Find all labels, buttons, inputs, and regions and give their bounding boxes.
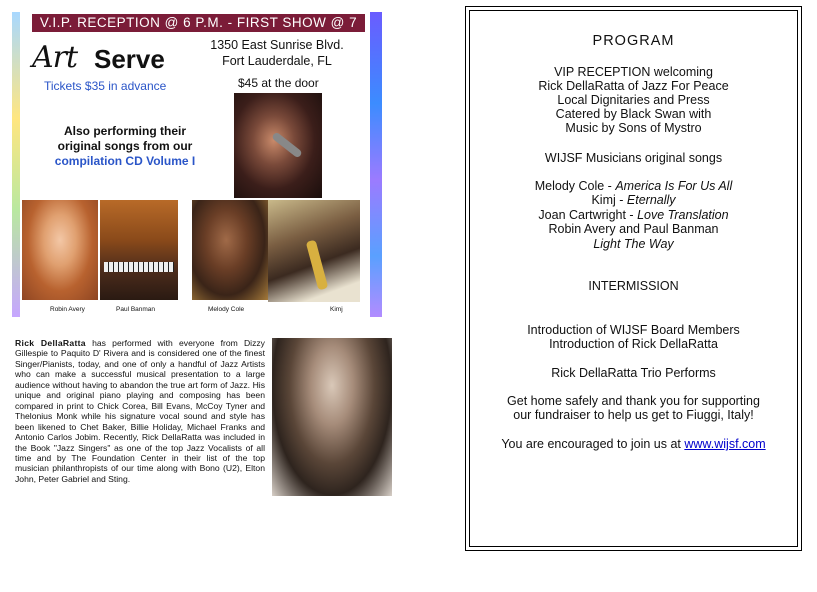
ticket-price-door: $45 at the door: [238, 76, 319, 90]
flyer-right-color-bar: [370, 12, 382, 317]
bio-text: has performed with everyone from Dizzy Gillespie to Paquito D' Rivera and is considered one of the finest Singer/Pianists, today, and one of only a handful of Jazz Artists who can make a successful musical presentation to a large audience without having to abandon the true art form of Jazz. His unique and original piano playing and composing has been compared in print to Chick Corea, Bill Evans, McCoy Tyner and Thelonius Monk while his signature vocal sound and style has been likened to Chet Baker, Billie Holiday, Michael Franks and Antonio Carlos Jobim. Recently, Rick DellaRatta was included in the Book "Jazz Singers" as one of the top Jazz Vocalists of all time and by The Foundation Center in their list of the top musician philanthropists of our time along with Bono (U2), Elton John, Peter Gabriel and Sting.: [15, 338, 265, 484]
robin-avery-photo: [22, 200, 98, 300]
song-line-2: [466, 193, 801, 207]
vip-line-5: Music by Sons of Mystro: [565, 121, 702, 135]
melody-cole-photo: [192, 200, 268, 300]
light-the-way-line: [466, 237, 801, 251]
kimj-photo: [268, 200, 360, 302]
caption-melody-cole: Melody Cole: [208, 306, 245, 313]
song-artist: Kimj -: [591, 193, 627, 207]
wijsf-songs-heading: WIJSF Musicians original songs: [544, 151, 723, 165]
song-artist: Melody Cole -: [534, 179, 616, 193]
intro-rick-line: Introduction of Rick DellaRatta: [549, 337, 718, 351]
website-link[interactable]: www.wijsf.com: [684, 437, 766, 451]
song-line-3: [466, 208, 801, 222]
artserve-logo: [32, 40, 192, 80]
song-title: Eternally: [626, 193, 676, 207]
join-line: [466, 437, 801, 451]
bio-artist-name: Rick DellaRatta: [15, 338, 86, 348]
caption-paul-banman: Paul Banman: [116, 306, 156, 313]
robin-paul-line: Robin Avery and Paul Banman: [548, 222, 719, 236]
song-line-1: [466, 179, 801, 193]
compilation-cd-line: compilation CD Volume I: [54, 154, 196, 168]
logo-art: Art: [32, 40, 78, 75]
song-title: Light The Way: [593, 237, 674, 251]
vip-line-1: VIP RECEPTION welcoming: [554, 65, 713, 79]
vip-line-3: Local Dignitaries and Press: [557, 93, 710, 107]
rick-dellaratta-photo: [272, 338, 392, 496]
vip-line-4: Catered by Black Swan with: [555, 107, 712, 121]
logo-serve: Serve: [94, 44, 165, 74]
song-artist: Joan Cartwright -: [538, 208, 638, 222]
thanks-line-2: our fundraiser to help us get to Fiuggi, Italy!: [513, 408, 754, 422]
also-performing-line2: original songs from our: [57, 139, 193, 153]
intro-board-line: Introduction of WIJSF Board Members: [527, 323, 740, 337]
program-title: PROGRAM: [592, 33, 675, 49]
singer-photo: [234, 93, 322, 198]
program-panel: [465, 6, 802, 551]
vip-line-2: Rick DellaRatta of Jazz For Peace: [538, 79, 729, 93]
song-title: Love Translation: [637, 208, 729, 222]
address-city: Fort Lauderdale, FL: [222, 54, 332, 68]
join-text: You are encouraged to join us at: [501, 437, 685, 451]
trio-performs-line: Rick DellaRatta Trio Performs: [551, 366, 716, 380]
event-flyer: [12, 12, 382, 317]
paul-banman-photo: [100, 200, 178, 300]
caption-kimj: Kimj: [330, 306, 343, 313]
ticket-price-advance: Tickets $35 in advance: [44, 79, 167, 93]
thanks-line-1: Get home safely and thank you for supporting: [507, 394, 760, 408]
flyer-left-color-bar: [12, 12, 20, 317]
artist-bio: [15, 338, 265, 484]
song-title: America Is For Us All: [615, 179, 733, 193]
reception-banner: V.I.P. RECEPTION @ 6 P.M. - FIRST SHOW @ 7 P.M.: [32, 14, 365, 32]
caption-robin-avery: Robin Avery: [50, 306, 85, 313]
also-performing-line1: Also performing their: [63, 124, 186, 138]
intermission-label: INTERMISSION: [588, 279, 679, 293]
address-street: 1350 East Sunrise Blvd.: [210, 38, 344, 52]
